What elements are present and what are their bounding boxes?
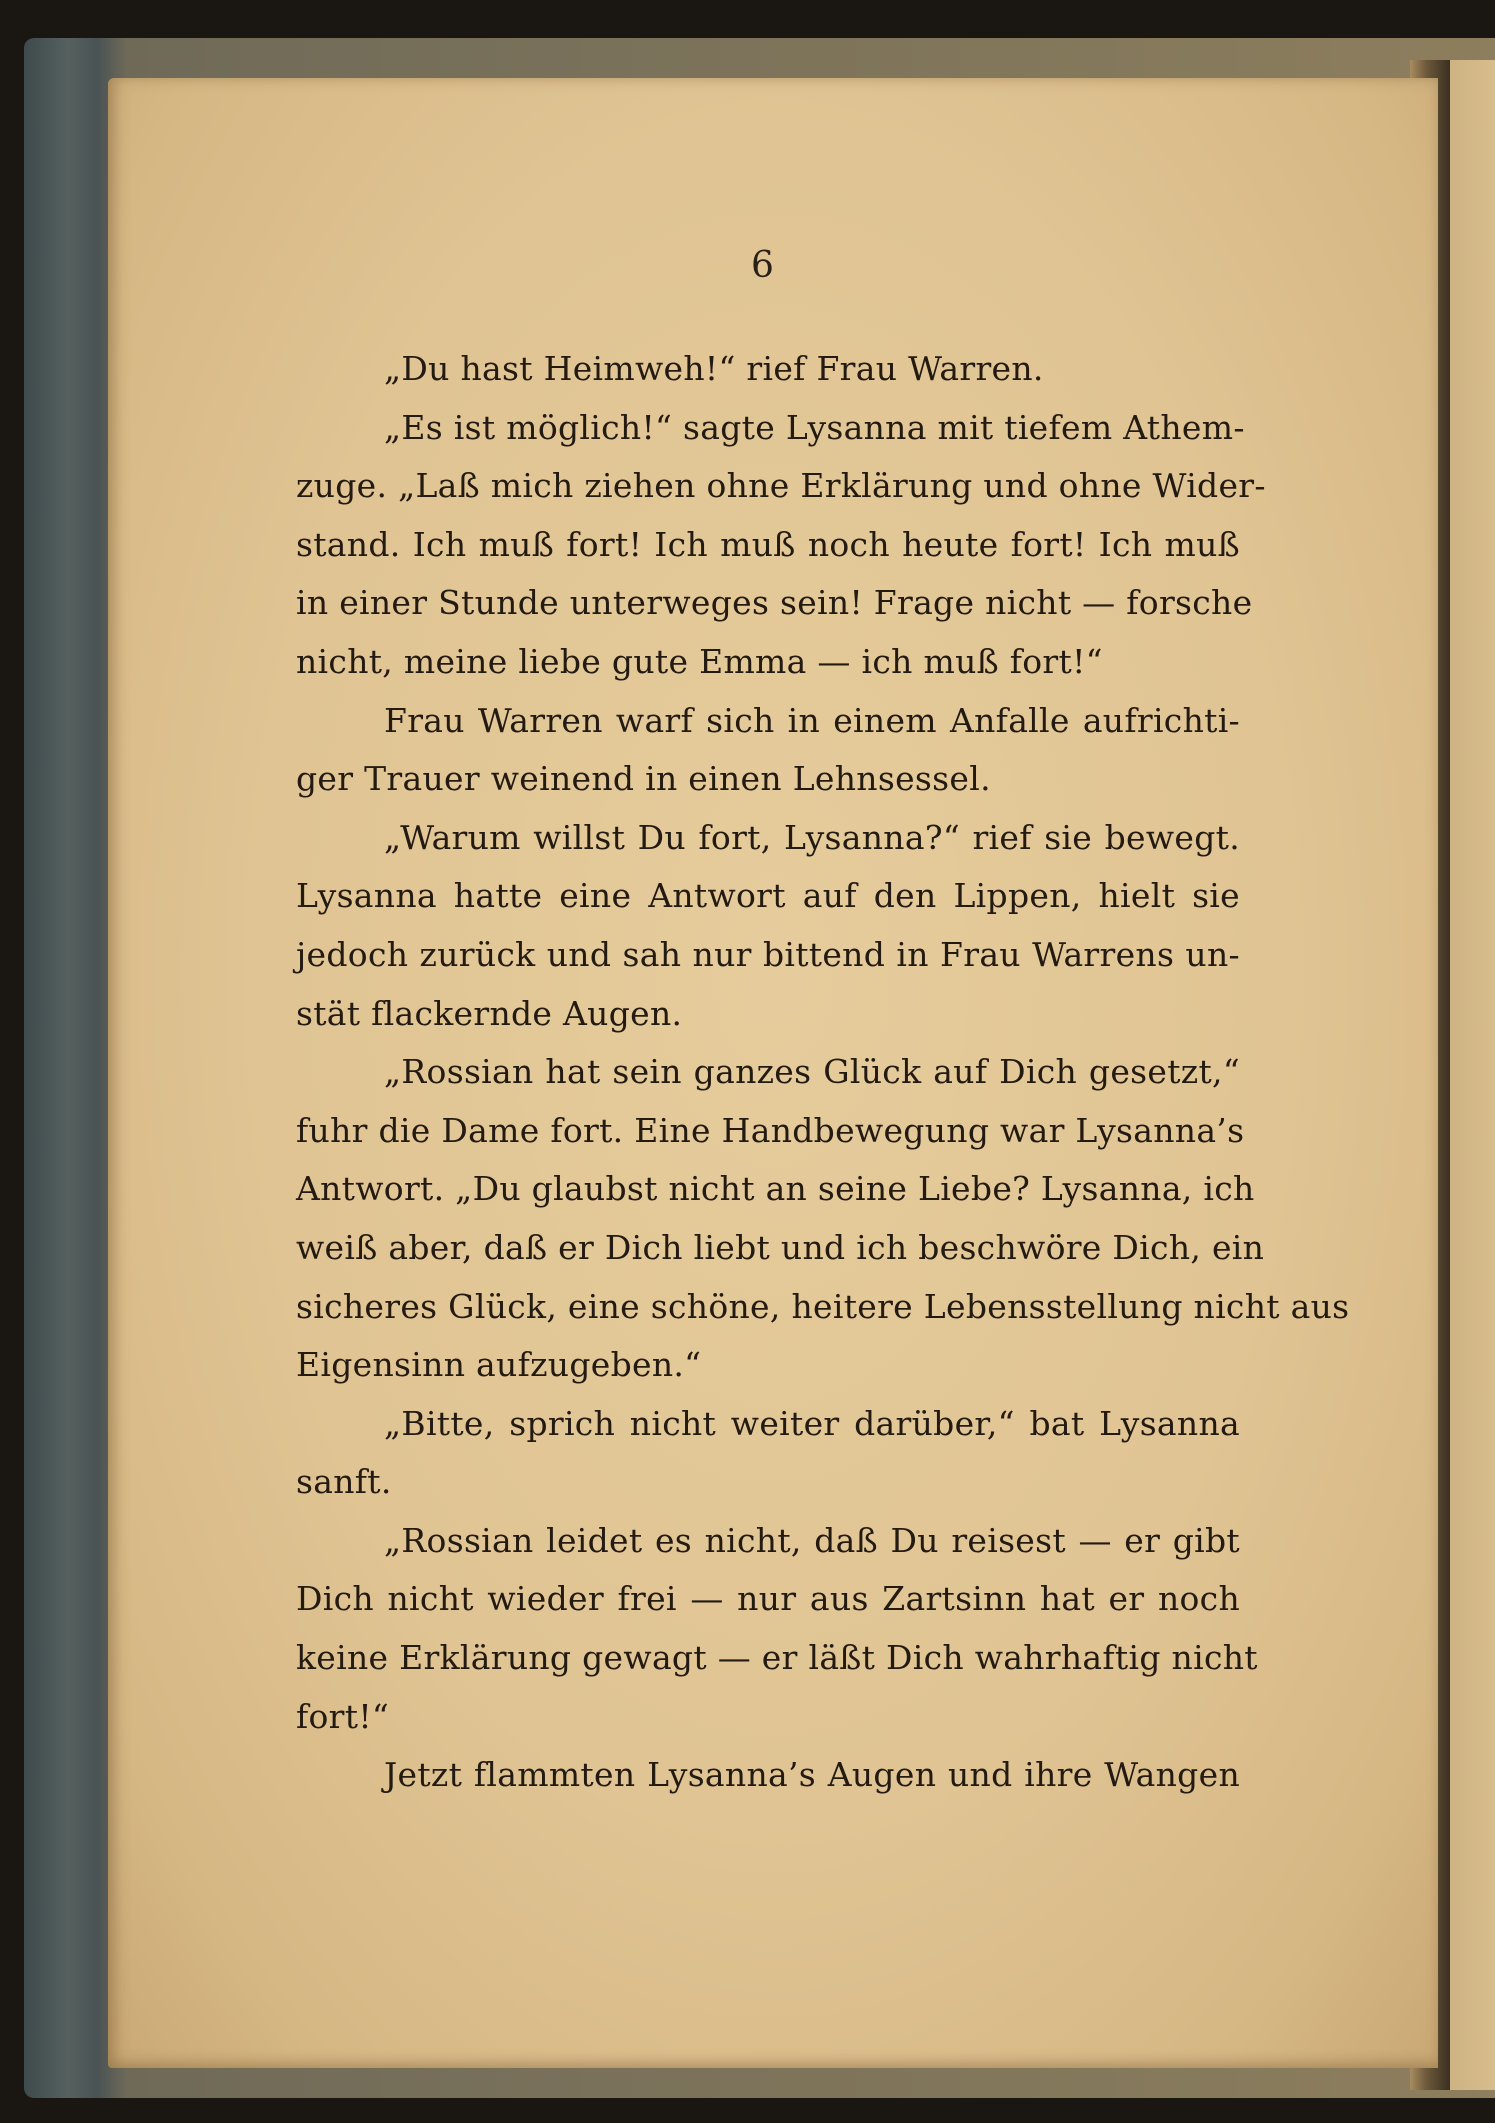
text-line: stät flackernde Augen. — [296, 993, 683, 1033]
text-line: ger Trauer weinend in einen Lehnsessel. — [296, 759, 991, 799]
text-line: Antwort. „Du glaubst nicht an seine Liebe? Lysanna, ich — [296, 1169, 1255, 1209]
adjacent-page-edge — [1450, 60, 1495, 2090]
text-line: „Rossian hat sein ganzes Glück auf Dich gesetzt,“ — [384, 1052, 1240, 1092]
text-line: stand. Ich muß fort! Ich muß noch heute fort! Ich muß — [296, 524, 1240, 564]
text-line: „Warum willst Du fort, Lysanna?“ rief sie bewegt. — [384, 817, 1240, 857]
text-line: weiß aber, daß er Dich liebt und ich beschwöre Dich, ein — [296, 1227, 1265, 1267]
text-line: „Es ist möglich!“ sagte Lysanna mit tiefem Athem- — [384, 407, 1245, 447]
text-line: „Du hast Heimweh!“ rief Frau Warren. — [384, 349, 1044, 388]
text-line: Frau Warren warf sich in einem Anfalle aufrichti- — [384, 700, 1240, 740]
text-line: Dich nicht wieder frei — nur aus Zartsinn hat er noch — [296, 1579, 1240, 1619]
page-text — [296, 340, 1350, 1805]
text-line: nicht, meine liebe gute Emma — ich muß fort!“ — [296, 641, 1103, 681]
text-line: fuhr die Dame fort. Eine Handbewegung war Lysanna’s — [296, 1110, 1245, 1150]
text-line: Eigensinn aufzugeben.“ — [296, 1345, 702, 1385]
text-line: sanft. — [296, 1462, 392, 1502]
text-line: jedoch zurück und sah nur bittend in Frau Warrens un- — [296, 934, 1240, 974]
text-line: „Bitte, sprich nicht weiter darüber,“ bat Lysanna — [384, 1403, 1240, 1443]
text-line: „Rossian leidet es nicht, daß Du reisest — er gibt — [384, 1520, 1240, 1560]
text-line: keine Erklärung gewagt — er läßt Dich wahrhaftig nicht — [296, 1638, 1258, 1678]
text-line: Lysanna hatte eine Antwort auf den Lippen, hielt sie — [296, 876, 1240, 916]
text-line: fort!“ — [296, 1696, 390, 1736]
text-line: sicheres Glück, eine schöne, heitere Lebensstellung nicht aus — [296, 1286, 1350, 1326]
text-line: zuge. „Laß mich ziehen ohne Erklärung und ohne Wider- — [296, 466, 1266, 506]
page-number: 6 — [751, 245, 774, 286]
text-line: Jetzt flammten Lysanna’s Augen und ihre Wangen — [384, 1755, 1240, 1795]
text-line: in einer Stunde unterweges sein! Frage nicht — forsche — [296, 583, 1253, 623]
